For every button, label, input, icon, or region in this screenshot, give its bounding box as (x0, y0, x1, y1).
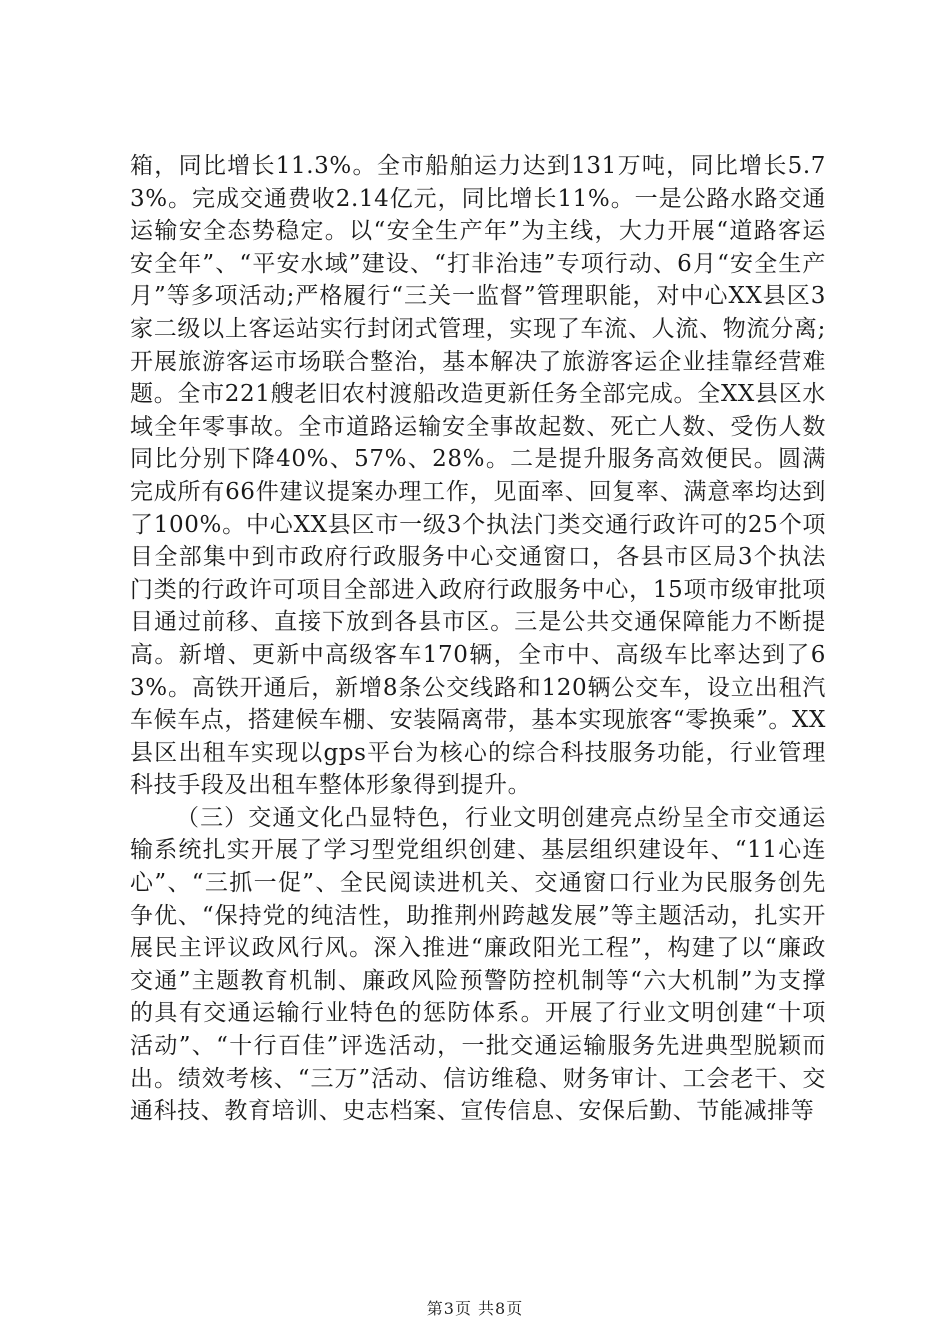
document-body (130, 150, 826, 1128)
paragraph-1: 箱，同比增长11.3%。全市船舶运力达到131万吨，同比增长5.73%。完成交通费收2.14亿元，同比增长11%。一是公路水路交通运输安全态势稳定。以“安全生产年”为主线，大力开展“道路客运安全年”、“平安水域”建设、“打非治违”专项行动、6月“安全生产月”等多项活动;严格履行“三关一监督”管理职能，对中心XX县区3家二级以上客运站实行封闭式管理，实现了车流、人流、物流分离;开展旅游客运市场联合整治，基本解决了旅游客运企业挂靠经营难题。全市221艘老旧农村渡船改造更新任务全部完成。全XX县区水域全年零事故。全市道路运输安全事故起数、死亡人数、受伤人数同比分别下降40%、57%、28%。二是提升服务高效便民。圆满完成所有66件建议提案办理工作，见面率、回复率、满意率均达到了100%。中心XX县区市一级3个执法门类交通行政许可的25个项目全部集中到市政府行政服务中心交通窗口，各县市区局3个执法门类的行政许可项目全部进入政府行政服务中心，15项市级审批项目通过前移、直接下放到各县市区。三是公共交通保障能力不断提高。新增、更新中高级客车170辆，全市中、高级车比率达到了63%。高铁开通后，新增8条公交线路和120辆公交车，设立出租汽车候车点，搭建候车棚、安装隔离带，基本实现旅客“零换乘”。XX县区出租车实现以gps平台为核心的综合科技服务功能，行业管理科技手段及出租车整体形象得到提升。 (130, 153, 826, 799)
section-heading: （三）交通文化凸显特色，行业文明创建亮点纷呈 (176, 804, 707, 831)
paragraph-2 (130, 802, 826, 1128)
paragraph-2-body: 全市交通运输系统扎实开展了学习型党组织创建、基层组织建设年、“11心连心”、“三抓一促”、全民阅读进机关、交通窗口行业为民服务创先争优、“保持党的纯洁性，助推荆州跨越发展”等主题活动，扎实开展民主评议政风行风。深入推进“廉政阳光工程”，构建了以“廉政交通”主题教育机制、廉政风险预警防控机制等“六大机制”为支撑的具有交通运输行业特色的惩防体系。开展了行业文明创建“十项活动”、“十行百佳”评选活动，一批交通运输服务先进典型脱颖而出。绩效考核、“三万”活动、信访维稳、财务审计、工会老干、交通科技、教育培训、史志档案、宣传信息、安保后勤、节能减排等 (130, 804, 826, 1125)
page-footer: 第3页 共8页 (426, 1299, 524, 1318)
